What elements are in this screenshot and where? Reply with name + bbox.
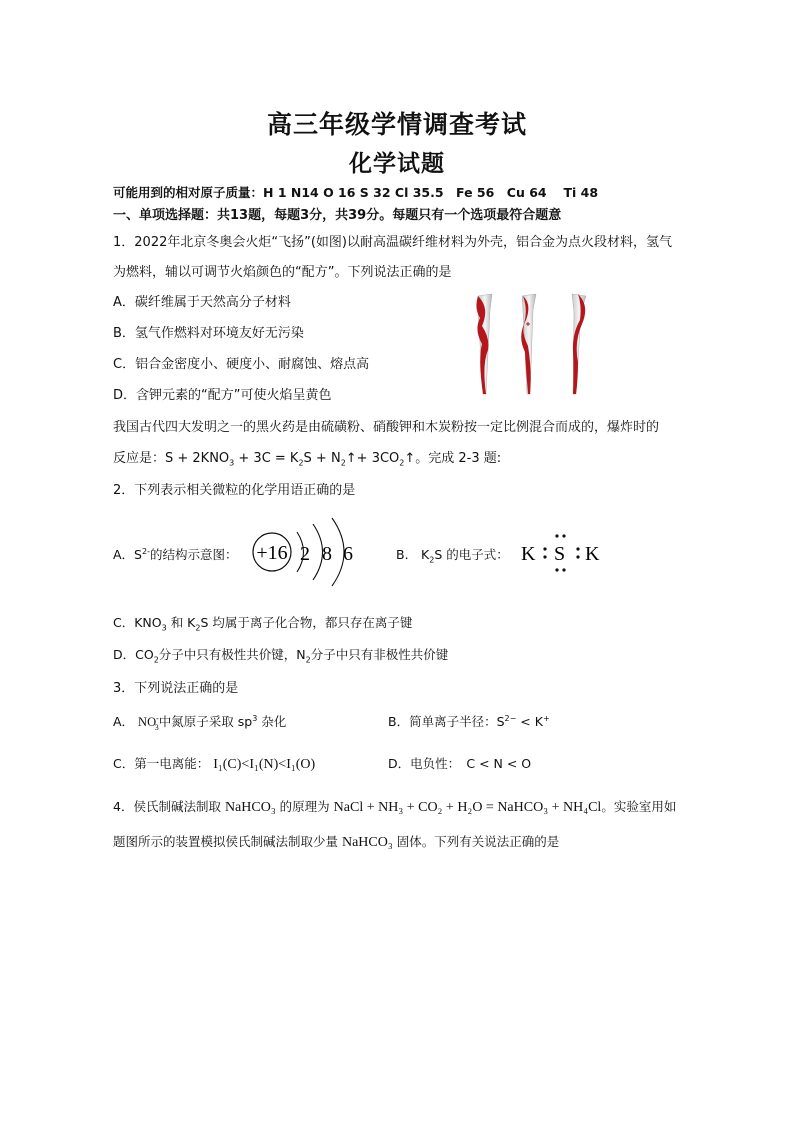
q2-option-d: D．$CO_2$分子中只有极性共价键，$N_2$分子中只有非极性共价键 [113, 647, 449, 665]
torch-3 [572, 294, 586, 394]
q1-option-b: B．氢气作燃料对环境友好无污染 [113, 326, 304, 341]
exam-title: 高三年级学情调查考试 [266, 110, 527, 139]
shell-2-count: 8 [322, 543, 332, 565]
q4-line1 [113, 797, 676, 816]
shell-3-count: 6 [343, 543, 353, 565]
q1-option-d: D．含钾元素的“配方”可使火焰呈黄色 [113, 388, 332, 403]
q4-text: 的原理为 [275, 799, 334, 814]
atomic-masses: 可能用到的相对原子质量：H 1 N14 O 16 S 32 Cl 35.5 Fe 56 Cu 64 Ti 48 [113, 185, 599, 200]
q2-option-c: C．$KNO_3$ 和 $K_2S$ 均属于离子化合物，都只存在离子键 [113, 615, 413, 633]
q1-stem-line2: 为燃料，辅以可调节火焰颜色的“配方”。下列说法正确的是 [113, 265, 452, 280]
option-text: S 均属于离子化合物，都只存在离子键 [200, 615, 413, 630]
k2s-electron-formula [517, 532, 607, 574]
option-text: 的结构示意图： [149, 547, 238, 562]
q3-stem: 3．下列说法正确的是 [113, 681, 239, 696]
torch-figure [470, 290, 600, 400]
q2-stem: 2．下列表示相关微粒的化学用语正确的是 [113, 483, 356, 498]
q4-text: 4．侯氏制碱法制取 [113, 799, 225, 814]
nucleus-charge: +16 [256, 542, 288, 564]
q4-equation: NaCl + NH₃ + CO₂ + H₂O = NaHCO₃ + NH₄Cl [333, 800, 602, 815]
option-text: 分子中只有极性共价键，N [158, 647, 306, 662]
option-text: D．CO [113, 647, 154, 662]
q4-line2 [113, 832, 559, 851]
lewis-k-left: K [521, 543, 536, 565]
torch-1 [476, 294, 492, 394]
eq-part: ↑+ 3CO [345, 451, 400, 466]
option-text: S 的电子式： [434, 547, 509, 562]
option-text: 中氮原子采取 sp [158, 714, 253, 729]
option-text: C．第一电离能： [113, 756, 210, 771]
q3-option-c [113, 754, 315, 773]
passage-line1: 我国古代四大发明之一的黑火药是由硫磺粉、硝酸钾和木炭粉按一定比例混合而成的，爆炸时的 [113, 420, 660, 435]
q2-option-b: B. $K_2S$ 的电子式： [396, 547, 509, 565]
option-text: 分子中只有非极性共价键 [310, 647, 449, 662]
option-text: < K [516, 714, 543, 729]
lewis-k-right: K [585, 543, 600, 565]
passage-line2: 反应是：$S + 2KNO_3 + 3C = K_2S$ + $N_2↑+$ $3CO_2↑$。完成 2-3 题: [113, 451, 502, 468]
nitrate-formula: NO [138, 715, 157, 729]
ion-charge: 2- [142, 546, 150, 556]
eq-part: + 3C = K [234, 451, 299, 466]
shell-1-count: 2 [300, 543, 310, 565]
option-text: 杂化 [257, 714, 287, 729]
sulfur-ion-structure-diagram [250, 514, 365, 590]
option-label: A． [113, 714, 135, 729]
q4-formula: NaHCO₃ [224, 800, 276, 815]
option-text: 和 K [166, 615, 196, 630]
section-heading: 一、单项选择题：共13题，每题3分，共39分。每题只有一个选项最符合题意 [113, 208, 562, 223]
q1-option-c: C．铝合金密度小、硬度小、耐腐蚀、熔点高 [113, 357, 370, 372]
q4-text: 固体。下列有关说法正确的是 [392, 834, 560, 849]
torch-2 [521, 294, 536, 394]
eq-part: 反应是：S + 2KNO [113, 451, 230, 466]
q3-option-d: D．电负性： C < N < O [388, 756, 532, 771]
option-text: C．KNO [113, 615, 162, 630]
ionization-formula: I₁(C)<I₁(N)<I₁(O) [213, 757, 316, 772]
eq-part: ↑。完成 2-3 题: [404, 451, 502, 466]
subject-title: 化学试题 [349, 151, 445, 177]
lewis-s: S [554, 543, 566, 565]
q1-stem-line1: 1．2022年北京冬奥会火炬“飞扬”(如图)以耐高温碳纤维材料为外壳，铝合金为点火段材料，氢气 [113, 235, 672, 250]
option-label: B. K [396, 547, 430, 562]
option-text: B．简单离子半径：S [388, 714, 505, 729]
eq-part: S + N [303, 451, 341, 466]
option-label: A．S [113, 547, 142, 562]
q4-text: 。实验室用如 [601, 799, 677, 814]
q3-option-b: B．简单离子半径：$S^{2-} < K^+$ [388, 713, 550, 729]
q4-formula: NaHCO₃ [341, 835, 393, 850]
q4-text: 题图所示的装置模拟侯氏制碱法制取少量 [113, 834, 342, 849]
q1-option-a: A．碳纤维属于天然高分子材料 [113, 295, 291, 310]
q2-option-a [113, 545, 238, 563]
q3-option-a: A． $NO^-_3$中氮原子采取 $sp^3$ 杂化 [113, 713, 287, 732]
